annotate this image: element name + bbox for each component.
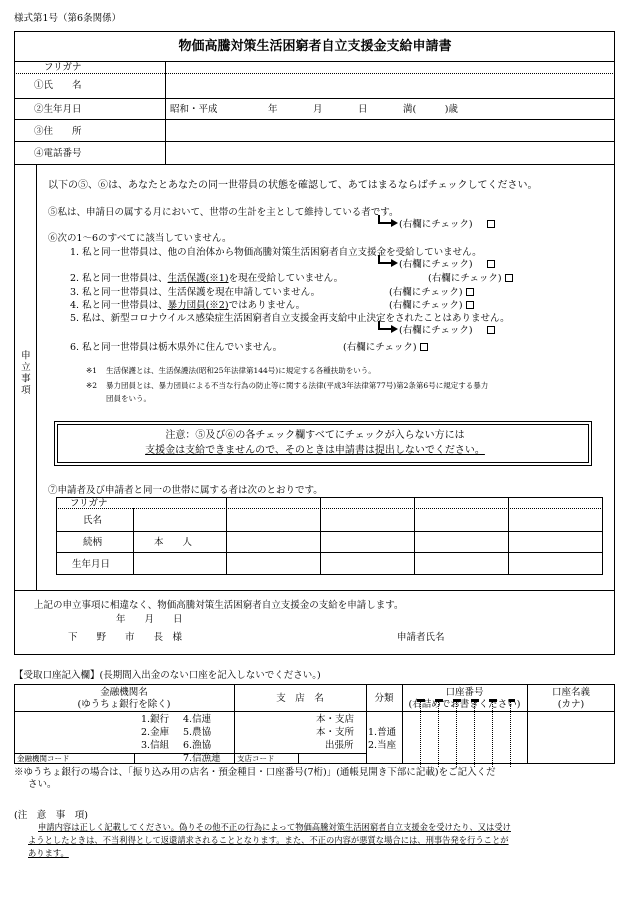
birth-label: ②生年月日: [34, 104, 82, 115]
branch-type-1: 本・支店: [316, 714, 355, 725]
bank-inst-label: 金融機関名: [100, 687, 148, 698]
yucho-note: ※ゆうちょ銀行の場合は、「振り込み用の店名・預金種目・口座番号(7桁)」(通帳見開き下部に記載)をご記入くだ: [14, 767, 496, 778]
note1-text: 生活保護とは、生活保護法(昭和25年法律第144号)に規定する各種扶助をいう。: [106, 366, 376, 375]
sub3-text: 3. 私と同一世帯員は、生活保護を現在申請していません。: [70, 287, 321, 298]
birth-era: 昭和・平成: [170, 104, 218, 115]
note2-text: 暴力団員とは、暴力団員による不当な行為の防止等に関する法律(平成3年法律第77号)第2条第6号に規定する暴力: [106, 381, 489, 390]
bank-branch-code-label: 支店コード: [237, 754, 275, 763]
kind-ordinary: 1.普通: [368, 727, 397, 738]
phone-label: ④電話番号: [34, 148, 82, 159]
name-field[interactable]: [166, 74, 614, 98]
declaration-date: 年 月 日: [116, 614, 183, 625]
bank-account-label: 口座番号: [445, 687, 484, 698]
sub2-checkbox[interactable]: [505, 274, 513, 282]
birth-day-unit: 日: [358, 104, 368, 115]
item6-text: ⑥次の1〜6のすべてに該当していません。: [48, 233, 232, 244]
bank-type-2: 2.金庫: [141, 727, 170, 738]
branch-type-2: 本・支所: [316, 727, 355, 738]
member-furigana-label: フリガナ: [70, 498, 108, 509]
intro-text: 以下の⑤、⑥は、あなたとあなたの同一世帯員の状態を確認して、あてはまるならばチェックしてください。: [48, 180, 538, 191]
kind-current: 2.当座: [368, 740, 397, 751]
arrow-right-icon: [378, 321, 400, 335]
address-field[interactable]: [166, 120, 614, 141]
caution-line-2: 支援金は支給できませんので、そのときは申請書は提出しないでください。: [145, 445, 485, 456]
item5-text: ⑤私は、申請日の属する月において、世帯の生計を主として維持している者です。: [48, 207, 399, 218]
bank-type-3: 3.信組: [141, 740, 170, 751]
age-field: 満( )歳: [403, 104, 458, 115]
caution-line-1: 注意：⑤及び⑥の各チェック欄すべてにチェックが入らない方には: [165, 430, 465, 441]
phone-field[interactable]: [166, 142, 614, 164]
member-name-label: 氏名: [83, 515, 103, 526]
bank-type-4: 4.信連: [183, 714, 212, 725]
sub1-text: 1. 私と同一世帯員は、他の自治体から物価高騰対策生活困窮者自立支援金を受給していません。: [70, 247, 482, 258]
sub5-text: 5. 私は、新型コロナウイルス感染症生活困窮者自立支援金再支給中止決定をされたことはありません。: [70, 313, 510, 324]
check-right-label: (右欄にチェック): [389, 300, 463, 311]
birth-year-unit: 年: [268, 104, 278, 115]
birth-month-unit: 月: [313, 104, 323, 115]
bank-kind-label: 分類: [374, 693, 394, 704]
arrow-right-icon: [378, 255, 400, 269]
check-right-label: (右欄にチェック): [399, 259, 473, 270]
sub1-checkbox[interactable]: [487, 260, 495, 268]
sub2-text: 2. 私と同一世帯員は、生活保護(※1)を現在受給していません。: [70, 273, 344, 284]
declaration-text: 上記の申立事項に相違なく、物価高騰対策生活困窮者自立支援金の支給を申請します。: [34, 600, 404, 611]
note1-mark: ※1: [86, 366, 98, 375]
bank-inst-code-label: 金融機関コード: [17, 754, 70, 763]
yucho-note-cont: さい。: [28, 779, 57, 790]
sub3-checkbox[interactable]: [466, 288, 474, 296]
bank-account-sub: (右詰めでお書きください): [408, 699, 521, 710]
applicant-signature-label: 申請者氏名: [397, 632, 445, 643]
notes-line-1: 申請内容は正しく記載してください。偽りその他不正の行為によって物価高騰対策生活困窮者自立支援金を受けたり、又は受け: [38, 822, 511, 832]
check-right-label: (右欄にチェック): [399, 219, 473, 230]
bank-holder-sub: (カナ): [557, 699, 585, 710]
address-label: ③住 所: [34, 126, 82, 137]
item5-checkbox[interactable]: [487, 220, 495, 228]
sub5-checkbox[interactable]: [487, 326, 495, 334]
mayor-addressee: 下 野 市 長 様: [68, 632, 183, 643]
member-relation-label: 続柄: [83, 537, 103, 548]
bank-holder-label: 口座名義: [551, 687, 590, 698]
arrow-right-icon: [378, 215, 400, 229]
member-birth-label: 生年月日: [72, 559, 111, 570]
furigana-field[interactable]: [166, 62, 614, 73]
bank-header: 【受取口座記入欄】(長期間入出金のない口座を記入しないでください。): [14, 670, 321, 681]
bank-type-5: 5.農協: [183, 727, 212, 738]
bank-type-7: 7.信漁連: [183, 753, 221, 764]
bank-type-1: 1.銀行: [141, 714, 170, 725]
check-right-label: (右欄にチェック): [389, 287, 463, 298]
check-right-label: (右欄にチェック): [399, 325, 473, 336]
bank-inst-sub: (ゆうちょ銀行を除く): [77, 699, 171, 710]
furigana-label: フリガナ: [44, 62, 82, 73]
name-label: ①氏 名: [34, 80, 82, 91]
notes-title: (注 意 事 項): [14, 810, 88, 821]
notes-line-2: ようとしたときは、不当利得として返還請求されることとなります。また、不正の内容が悪質な場合には、刑事告発を行うことが: [28, 835, 509, 845]
check-right-label: (右欄にチェック): [343, 342, 417, 353]
notes-line-3: あります。: [28, 848, 69, 858]
sub4-checkbox[interactable]: [466, 301, 474, 309]
section-label: 申立事項: [18, 350, 30, 396]
bank-type-6: 6.漁協: [183, 740, 212, 751]
member-self: 本 人: [154, 537, 193, 548]
sub6-text: 6. 私と同一世帯員は栃木県外に住んでいません。: [70, 342, 283, 353]
item7-text: ⑦申請者及び申請者と同一の世帯に属する者は次のとおりです。: [48, 485, 323, 496]
note2-text-cont: 団員をいう。: [106, 394, 151, 403]
check-right-label: (右欄にチェック): [428, 273, 502, 284]
note2-mark: ※2: [86, 381, 98, 390]
sub6-checkbox[interactable]: [420, 343, 428, 351]
form-id: 様式第1号（第6条関係）: [14, 13, 122, 24]
page-title: 物価高騰対策生活困窮者自立支援金支給申請書: [178, 39, 452, 54]
bank-branch-label: 支 店 名: [276, 693, 324, 704]
sub4-text: 4. 私と同一世帯員は、暴力団員(※2)ではありません。: [70, 300, 306, 311]
branch-type-3: 出張所: [325, 740, 354, 751]
